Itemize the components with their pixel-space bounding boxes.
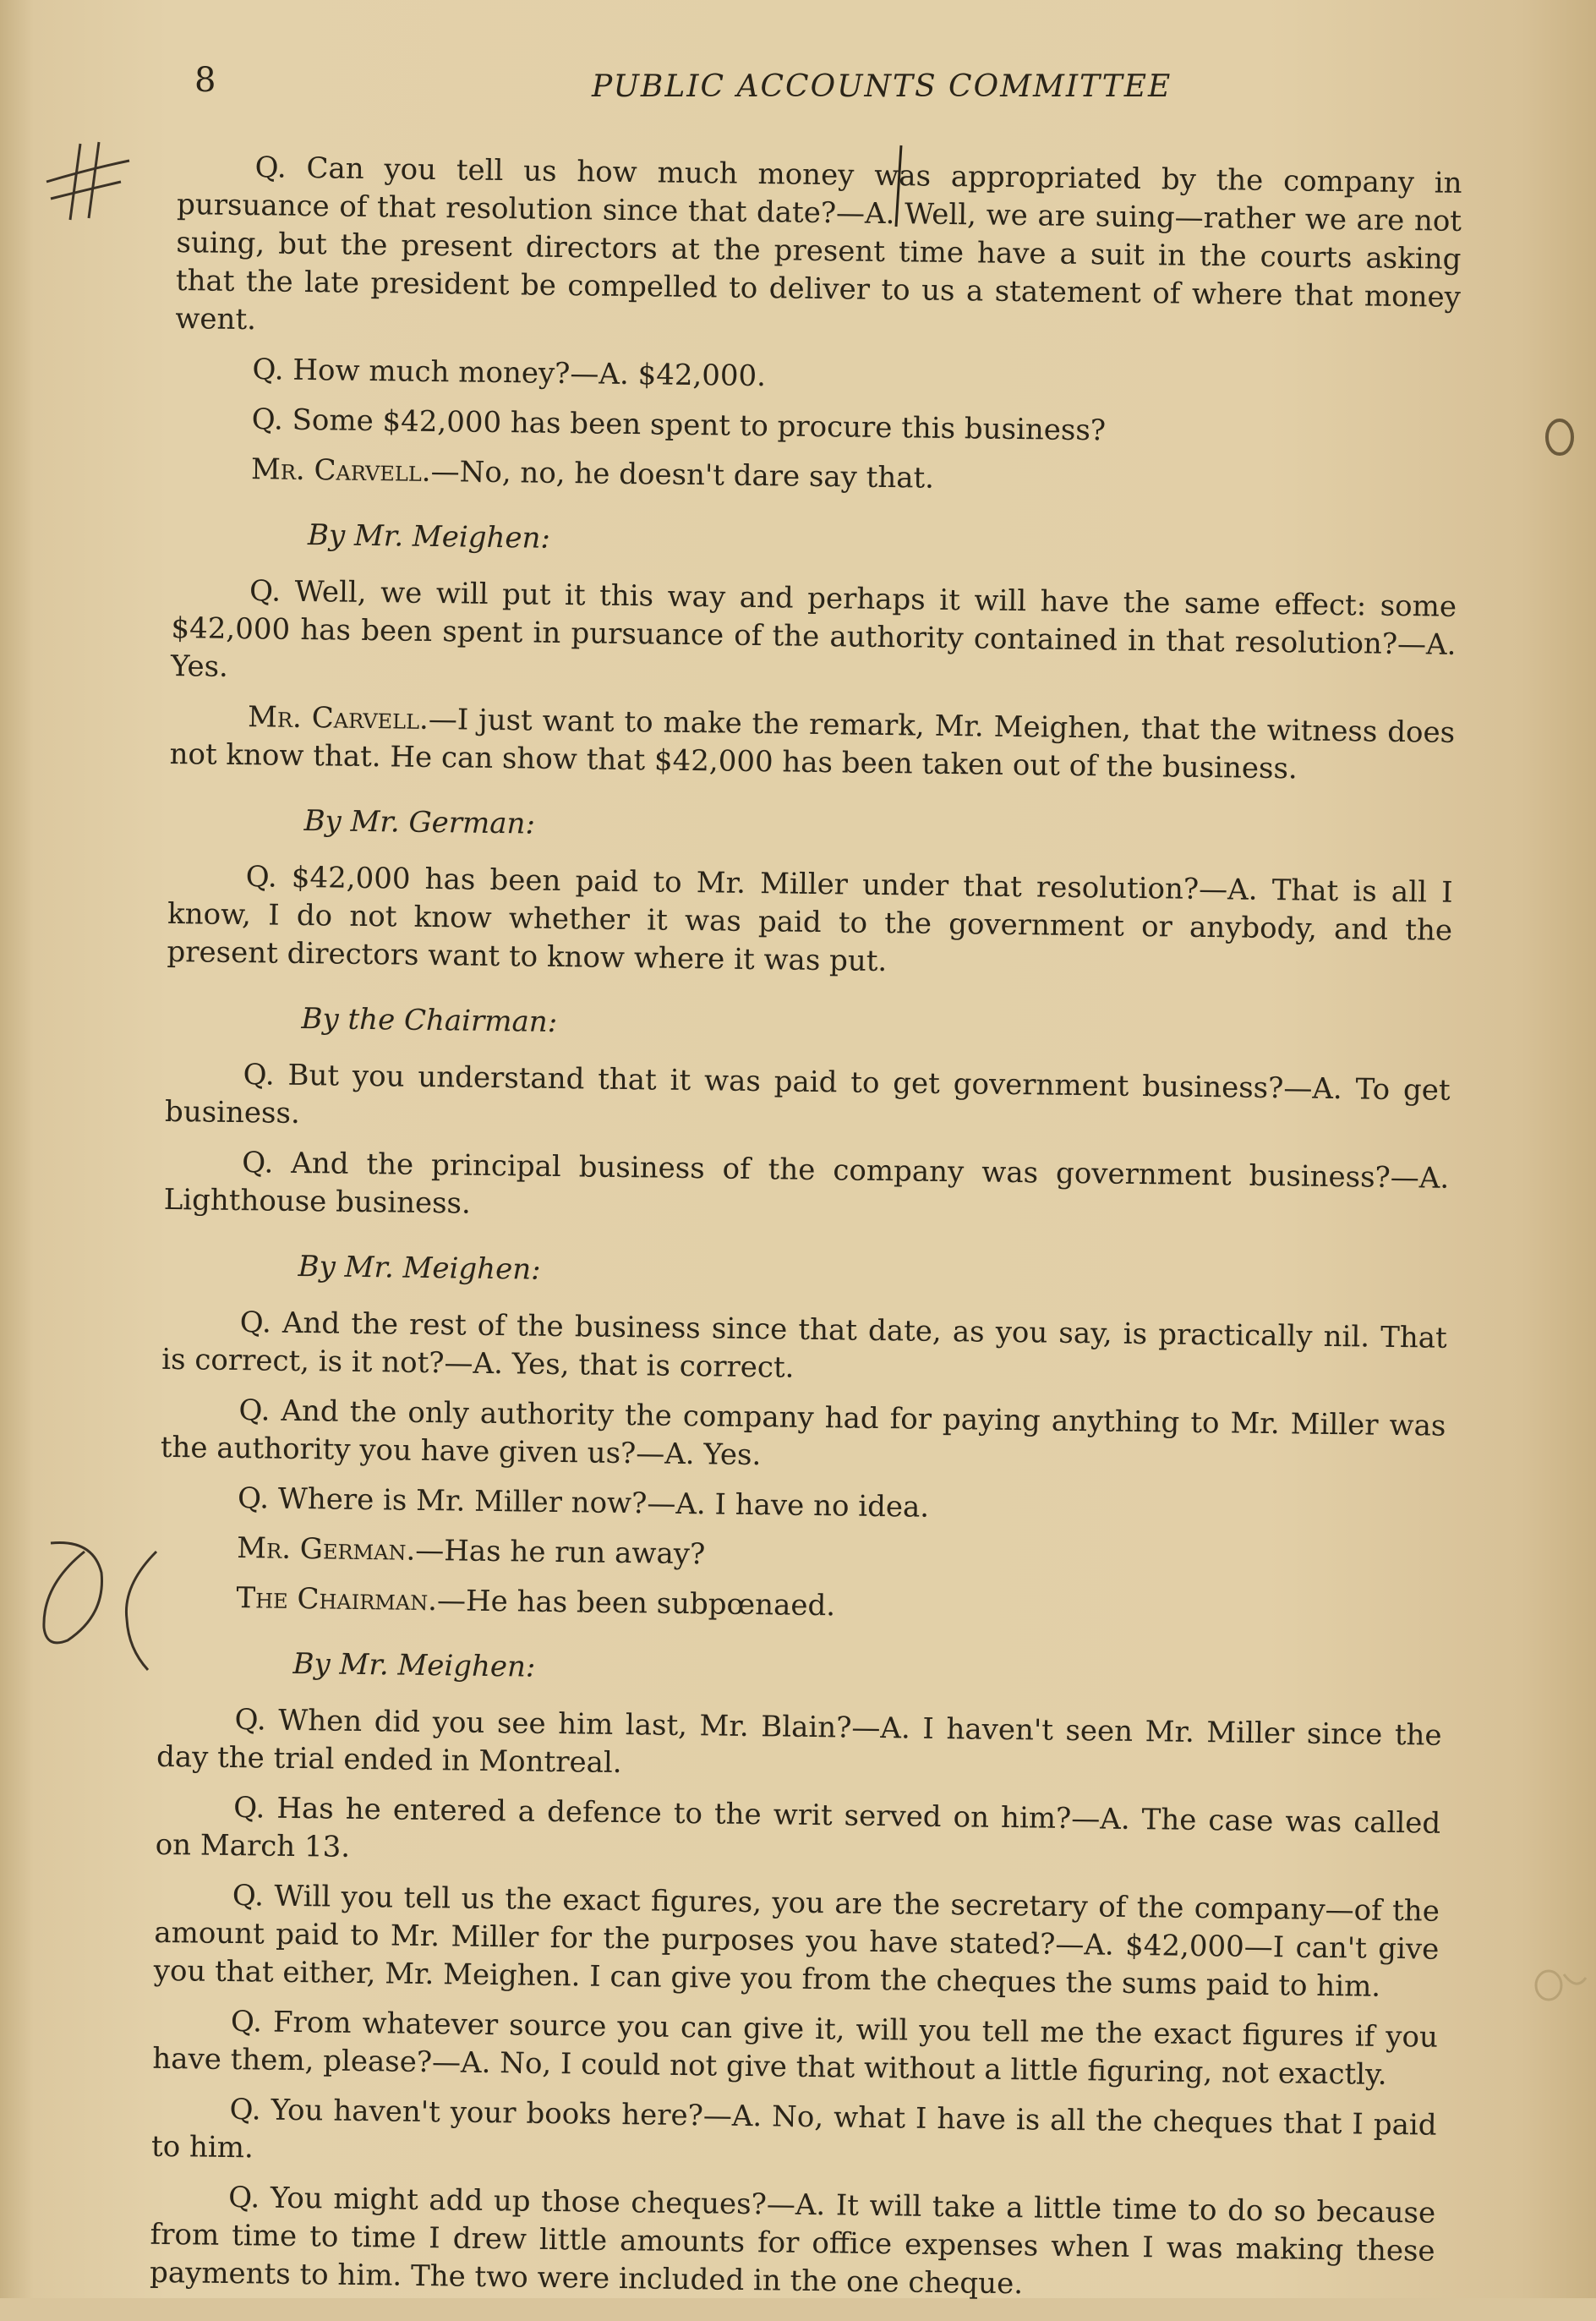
- remark-text: —Has he run away?: [415, 1533, 706, 1572]
- speaker-name: Mr. Carvell.: [250, 452, 431, 489]
- remark-text: —I just want to make the remark, Mr. Meighen, that the witness does not know that. He can show that $42,000 has been taken out of the business.: [169, 702, 1456, 786]
- question-answer-paragraph: Q. Some $42,000 has been spent to procure this business?: [251, 402, 1107, 448]
- pen-stroke-mark: [891, 144, 908, 228]
- question-answer-paragraph: Q. And the principal business of the company was government business?—A. Lighthouse business.: [163, 1146, 1450, 1221]
- margin-stain-mark: [1543, 416, 1577, 458]
- page-number: 8: [194, 61, 216, 100]
- question-answer-paragraph: Q. Where is Mr. Miller now?—A. I have no idea.: [237, 1481, 930, 1525]
- examiner-heading: By Mr. Meighen:: [298, 1249, 541, 1287]
- question-answer-paragraph: Q. You haven't your books here?—A. No, what I have is all the cheques that I paid to him.: [150, 2093, 1437, 2165]
- speaker-name: Mr. Carvell.: [247, 700, 429, 736]
- examiner-heading: By Mr. German:: [303, 804, 536, 841]
- question-answer-paragraph: Q. Will you tell us the exact figures, you are the secretary of the company—of the amount paid to Mr. Miller for the purposes you have stated?—A. $42,000—I can't give you that either, Mr. Meighen. I can give you from the cheques the sums paid to him.: [153, 1879, 1440, 2004]
- margin-stain-mark: [1530, 1966, 1589, 2004]
- remark-text: —No, no, he doesn't dare say that.: [430, 454, 935, 495]
- question-answer-paragraph: Q. Well, we will put it this way and perhaps it will have the same effect: some $42,000 has been spent in pursuance of the authority contained in that resolution?—A. Yes.: [170, 574, 1457, 684]
- question-answer-paragraph: Q. And the only authority the company had for paying anything to Mr. Miller was the authority you have given us?—A. Yes.: [160, 1393, 1446, 1473]
- speaker-remark: [158, 1579, 1443, 1634]
- question-answer-paragraph: Q. $42,000 has been paid to Mr. Miller under that resolution?—A. That is all I know, I do not know whether it was paid to the government or anybody, and the present directors want to know where it was put.: [167, 860, 1453, 979]
- transcript-body: [150, 148, 1462, 2321]
- examiner-heading: By the Chairman:: [301, 1002, 558, 1039]
- question-answer-paragraph: Q. From whatever source you can give it, will you tell me the exact figures if you have them, please?—A. No, I could not give that without a little figuring, not exactly.: [152, 2005, 1439, 2092]
- speaker-name: The Chairman.: [236, 1581, 438, 1618]
- handwritten-bracket-mark: [34, 1535, 161, 1678]
- handwritten-hash-mark: [38, 135, 131, 228]
- question-answer-paragraph: Q. How much money?—A. $42,000.: [252, 353, 767, 394]
- remark-text: —He has been subpœnaed.: [436, 1584, 836, 1623]
- speaker-name: Mr. German.: [237, 1531, 416, 1568]
- question-answer-paragraph: Q. When did you see him last, Mr. Blain?—A. I haven't seen Mr. Miller since the day the trial ended in Montreal.: [156, 1703, 1442, 1781]
- examiner-heading: By Mr. Meighen:: [307, 518, 551, 556]
- examiner-heading: By Mr. Meighen:: [292, 1646, 536, 1684]
- speaker-remark: [159, 1529, 1444, 1584]
- speaker-remark: [169, 698, 1455, 791]
- page-header: [194, 52, 1462, 120]
- question-answer-paragraph: Q. Can you tell us how much money was appropriated by the company in pursuance of that resolution since that date?—A. Well, we are suing—rather we are not suing, but the present directors at the present time have a suit in the courts asking that the late president be compelled to deliver to us a statement of where that money went.: [175, 151, 1462, 337]
- question-answer-paragraph: Q. But you understand that it was paid to get government business?—A. To get business.: [164, 1058, 1451, 1130]
- speaker-remark: [173, 450, 1458, 505]
- running-title: PUBLIC ACCOUNTS COMMITTEE: [592, 69, 1172, 104]
- question-answer-paragraph: Q. Has he entered a defence to the writ served on him?—A. The case was called on March 13.: [155, 1791, 1441, 1864]
- question-answer-paragraph: Q. You might add up those cheques?—A. It will take a little time to do so because from time to time I drew little amounts for office expenses when I was making these payments to him. The two were included in the one cheque.: [149, 2180, 1436, 2302]
- question-answer-paragraph: Q. And the rest of the business since that date, as you say, is practically nil. That is correct, is it not?—A. Yes, that is correct.: [161, 1306, 1447, 1385]
